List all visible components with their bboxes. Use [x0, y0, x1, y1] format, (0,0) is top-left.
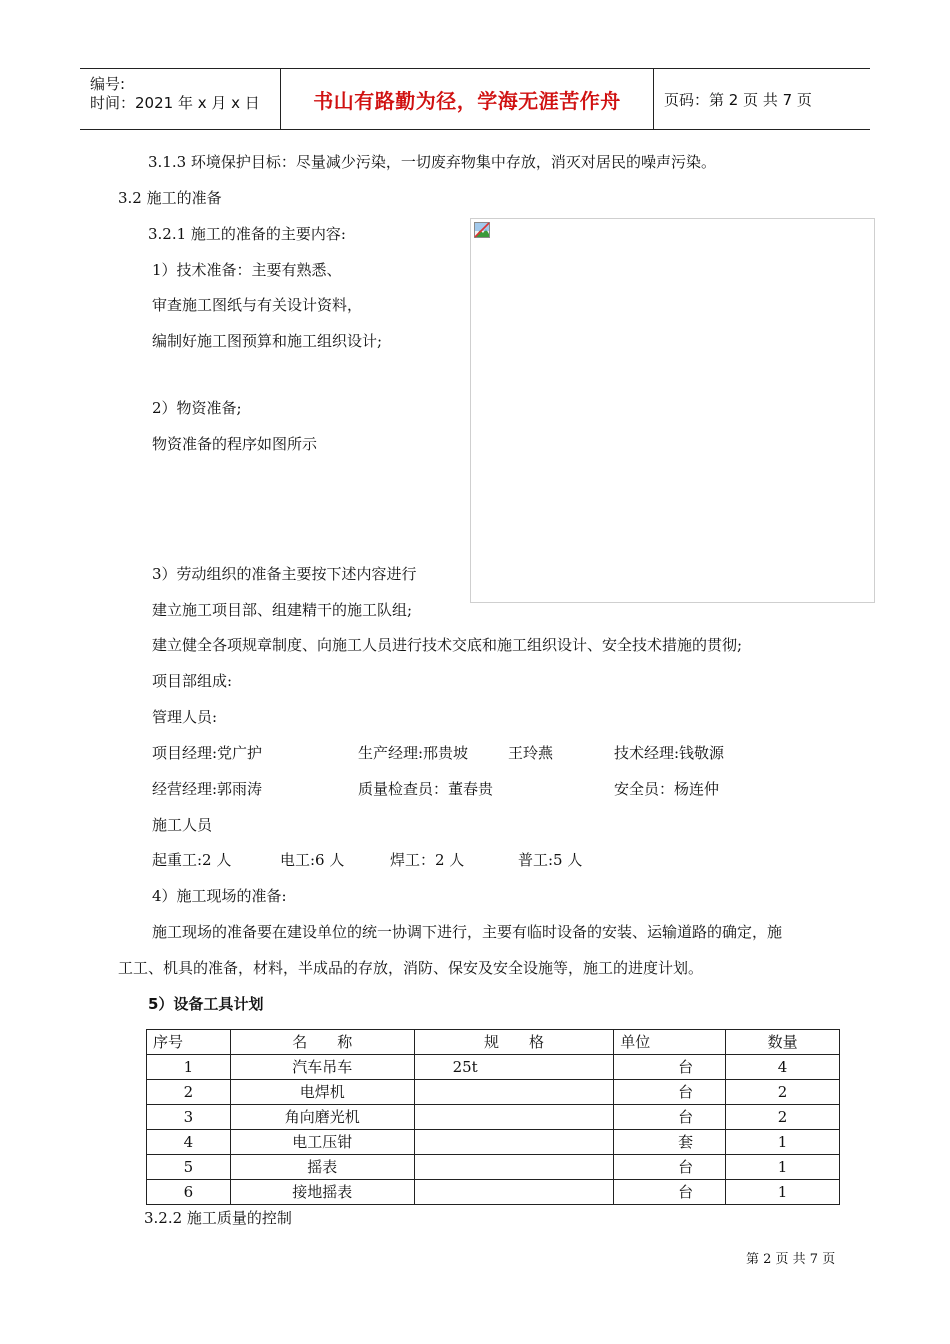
- table-row: [147, 1080, 840, 1105]
- table-header-row: [147, 1030, 840, 1055]
- cell-name: 电工压钳: [230, 1130, 414, 1155]
- cell-name: 摇表: [230, 1155, 414, 1180]
- broken-image-icon: [474, 222, 490, 238]
- cell-qty: 1: [726, 1180, 840, 1205]
- tech-prep-line-2: 审查施工图纸与有关设计资料，: [152, 296, 363, 314]
- tech-prep-line-3: 编制好施工图预算和施工组织设计;: [152, 332, 383, 350]
- cell-index: 2: [147, 1080, 231, 1105]
- cell-qty: 2: [726, 1105, 840, 1130]
- labor-prep-line-1: 建立施工项目部、组建精干的施工队组;: [152, 601, 413, 619]
- col-header-qty: 数量: [726, 1030, 840, 1055]
- table-row: [147, 1155, 840, 1180]
- header-page-number: 页码：第 2 页 共 7 页: [664, 90, 812, 109]
- cell-index: 1: [147, 1055, 231, 1080]
- table-row: [147, 1105, 840, 1130]
- equipment-table: [146, 1029, 840, 1205]
- equipment-plan-heading: 5）设备工具计划: [148, 995, 264, 1013]
- cell-spec: [414, 1180, 614, 1205]
- cell-qty: 4: [726, 1055, 840, 1080]
- business-manager: 经营经理:郭雨涛: [152, 780, 263, 798]
- cell-spec: [414, 1130, 614, 1155]
- project-manager: 项目经理:党广护: [152, 744, 263, 762]
- cell-name: 接地摇表: [230, 1180, 414, 1205]
- cell-unit: 台: [614, 1080, 726, 1105]
- cell-qty: 1: [726, 1130, 840, 1155]
- col-header-index: 序号: [147, 1030, 231, 1055]
- table-row: [147, 1180, 840, 1205]
- cell-index: 6: [147, 1180, 231, 1205]
- management-staff-label: 管理人员:: [152, 708, 218, 726]
- cell-spec: [414, 1080, 614, 1105]
- table-row: [147, 1055, 840, 1080]
- technical-manager: 技术经理:钱敬源: [614, 744, 725, 762]
- para-3-2-1: 3.2.1 施工的准备的主要内容:: [148, 225, 346, 243]
- cell-unit: 台: [614, 1055, 726, 1080]
- col-header-name: 名 称: [230, 1030, 414, 1055]
- cell-name: 角向磨光机: [230, 1105, 414, 1130]
- cell-index: 5: [147, 1155, 231, 1180]
- cell-index: 4: [147, 1130, 231, 1155]
- general-workers: 普工:5 人: [518, 851, 583, 869]
- cell-unit: 台: [614, 1155, 726, 1180]
- cell-unit: 台: [614, 1105, 726, 1130]
- section-3-2-heading: 3.2 施工的准备: [118, 189, 222, 207]
- cell-spec: [414, 1105, 614, 1130]
- cell-unit: 套: [614, 1130, 726, 1155]
- page-footer: 第 2 页 共 7 页: [746, 1252, 836, 1267]
- cell-spec: [414, 1155, 614, 1180]
- cell-spec: 25t: [414, 1055, 614, 1080]
- site-prep-line-2: 工工、机具的准备，材料，半成品的存放，消防、保安及安全设施等，施工的进度计划。: [118, 959, 704, 977]
- header-meta-cell: [80, 69, 281, 129]
- site-prep-line-1: 施工现场的准备要在建设单位的统一协调下进行，主要有临时设备的安装、运输道路的确定，施: [152, 923, 783, 941]
- project-dept-label: 项目部组成:: [152, 672, 233, 690]
- doc-code-label: 编号:: [90, 75, 126, 93]
- labor-prep-line-2: 建立健全各项规章制度、向施工人员进行技术交底和施工组织设计、安全技术措施的贯彻;: [152, 636, 743, 654]
- col-header-unit: 单位: [614, 1030, 726, 1055]
- material-prep-heading: 2）物资准备;: [152, 399, 242, 417]
- header-page-cell: [654, 69, 870, 129]
- page-header: [80, 68, 870, 130]
- cell-unit: 台: [614, 1180, 726, 1205]
- construction-staff-label: 施工人员: [152, 816, 213, 834]
- cell-qty: 1: [726, 1155, 840, 1180]
- production-manager-2: 王玲燕: [508, 744, 554, 762]
- cell-qty: 2: [726, 1080, 840, 1105]
- tech-prep-line-1: 1）技术准备：主要有熟悉、: [152, 261, 342, 279]
- safety-officer: 安全员：杨连仲: [614, 780, 720, 798]
- header-motto-cell: [281, 69, 654, 129]
- table-row: [147, 1130, 840, 1155]
- para-3-2-2: 3.2.2 施工质量的控制: [144, 1209, 292, 1227]
- labor-prep-heading: 3）劳动组织的准备主要按下述内容进行: [152, 565, 417, 583]
- cell-index: 3: [147, 1105, 231, 1130]
- material-prep-text: 物资准备的程序如图所示: [152, 435, 318, 453]
- col-header-spec: 规 格: [414, 1030, 614, 1055]
- production-manager: 生产经理:邢贵坡: [358, 744, 469, 762]
- cell-name: 汽车吊车: [230, 1055, 414, 1080]
- material-flow-image: [470, 218, 875, 603]
- welders: 焊工：2 人: [390, 851, 465, 869]
- crane-operators: 起重工:2 人: [152, 851, 232, 869]
- para-3-1-3: 3.1.3 环境保护目标：尽量减少污染，一切废弃物集中存放，消灭对居民的噪声污染。: [148, 153, 716, 171]
- cell-name: 电焊机: [230, 1080, 414, 1105]
- electricians: 电工:6 人: [280, 851, 345, 869]
- site-prep-heading: 4）施工现场的准备:: [152, 887, 287, 905]
- doc-time-label: 时间：2021 年 x 月 x 日: [90, 94, 260, 112]
- quality-inspector: 质量检查员：董春贵: [358, 780, 494, 798]
- header-motto: 书山有路勤为径，学海无涯苦作舟: [313, 88, 621, 113]
